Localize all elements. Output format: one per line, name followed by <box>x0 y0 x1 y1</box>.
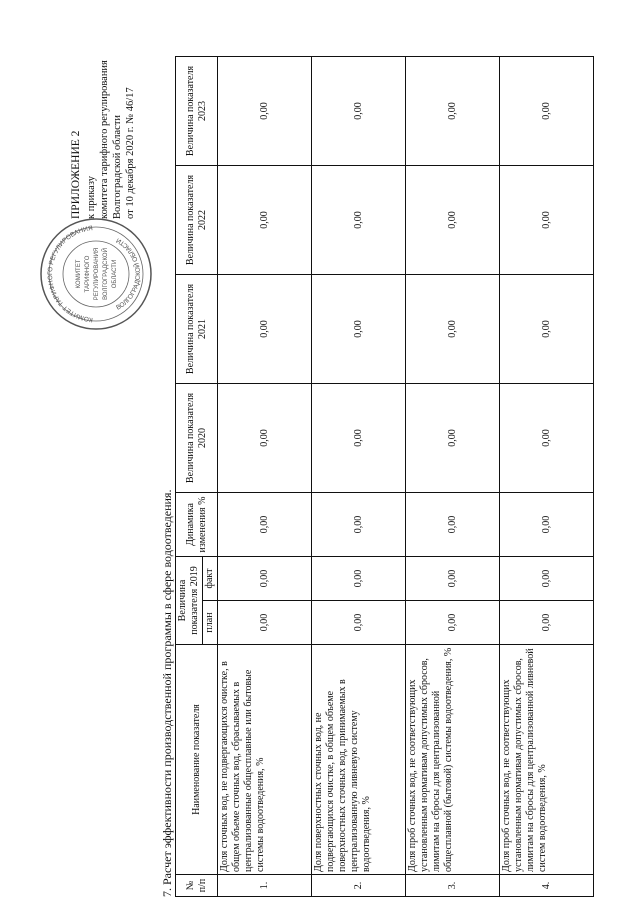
official-seal <box>38 216 154 332</box>
row-value-2021: 0,00 <box>406 275 500 384</box>
row-value-2021: 0,00 <box>218 275 312 384</box>
header-value-2023: Величина показателя 2023 <box>176 57 218 166</box>
svg-text:КОМИТЕТ: КОМИТЕТ <box>76 259 82 289</box>
header-value-2019: Величина показателя 2019 <box>176 557 203 645</box>
header-plan: план <box>203 601 218 645</box>
row-name: Доля проб сточных вод, не соответствующих установленным нормативам допустимых сбросов, лимитам на сбросы для централизованной ливневой систем водоотведения, % <box>500 645 594 875</box>
svg-text:ВОЛГОГРАДСКОЙ ОБЛАСТИ: ВОЛГОГРАДСКОЙ ОБЛАСТИ <box>115 236 143 312</box>
row-dynamics: 0,00 <box>406 493 500 557</box>
row-value-2023: 0,00 <box>500 57 594 166</box>
appendix-line-3: Волгоградской области <box>112 114 123 219</box>
row-plan: 0,00 <box>500 601 594 645</box>
row-plan: 0,00 <box>312 601 406 645</box>
row-value-2020: 0,00 <box>218 384 312 493</box>
row-value-2022: 0,00 <box>218 166 312 275</box>
row-plan: 0,00 <box>406 601 500 645</box>
appendix-line-4: от 10 декабря 2020 г. № 46/17 <box>125 87 136 219</box>
svg-text:КОМИТЕТ ТАРИФНОГО РЕГУЛИРОВАНИ: КОМИТЕТ ТАРИФНОГО РЕГУЛИРОВАНИЯ <box>46 225 94 323</box>
row-num: 1. <box>218 875 312 897</box>
row-value-2023: 0,00 <box>406 57 500 166</box>
row-value-2021: 0,00 <box>500 275 594 384</box>
row-num: 2. <box>312 875 406 897</box>
appendix-title: ПРИЛОЖЕНИЕ 2 <box>70 130 82 219</box>
appendix-line-1: к приказу <box>86 176 97 219</box>
header-value-2021: Величина показателя 2021 <box>176 275 218 384</box>
row-value-2023: 0,00 <box>218 57 312 166</box>
row-value-2021: 0,00 <box>312 275 406 384</box>
appendix-line-2: комитета тарифного регулирования <box>99 60 110 219</box>
row-value-2023: 0,00 <box>312 57 406 166</box>
svg-text:ТАРИФНОГО: ТАРИФНОГО <box>85 255 91 293</box>
table-row <box>500 57 594 897</box>
header-value-2022: Величина показателя 2022 <box>176 166 218 275</box>
table-row <box>406 57 500 897</box>
header-value-2020: Величина показателя 2020 <box>176 384 218 493</box>
row-value-2020: 0,00 <box>312 384 406 493</box>
row-value-2020: 0,00 <box>500 384 594 493</box>
row-value-2022: 0,00 <box>500 166 594 275</box>
row-plan: 0,00 <box>218 601 312 645</box>
row-dynamics: 0,00 <box>312 493 406 557</box>
efficiency-table <box>175 56 594 897</box>
row-value-2020: 0,00 <box>406 384 500 493</box>
row-num: 4. <box>500 875 594 897</box>
row-name: Доля поверхностных сточных вод, не подвергающихся очистке, в общем объеме поверхностных сточных вод, принимаемых в централизованную ливневую систему водоотведения, % <box>312 645 406 875</box>
header-dynamics: Динамика изменения % <box>176 493 218 557</box>
section-title: 7. Расчет эффективности производственной программы в сфере водоотведения. <box>160 489 174 897</box>
row-fact: 0,00 <box>406 557 500 601</box>
header-num: № п/п <box>176 875 218 897</box>
row-name: Доля проб сточных вод, не соответствующих установленным нормативам допустимых сбросов, лимитам на сбросы для централизованной общесплавной (бытовой) системы водоотведения, % <box>406 645 500 875</box>
row-fact: 0,00 <box>500 557 594 601</box>
row-value-2022: 0,00 <box>312 166 406 275</box>
row-fact: 0,00 <box>312 557 406 601</box>
row-value-2022: 0,00 <box>406 166 500 275</box>
row-dynamics: 0,00 <box>218 493 312 557</box>
svg-text:РЕГУЛИРОВАНИЯ: РЕГУЛИРОВАНИЯ <box>94 247 100 301</box>
row-dynamics: 0,00 <box>500 493 594 557</box>
row-fact: 0,00 <box>218 557 312 601</box>
table-row <box>218 57 312 897</box>
table-row <box>312 57 406 897</box>
header-name: Наименование показателя <box>176 645 218 875</box>
appendix-header <box>70 9 137 219</box>
header-fact: факт <box>203 557 218 601</box>
row-name: Доля сточных вод, не подвергающихся очистке, в общем объеме сточных вод, сбрасываемых в централизованные общесплавные или бытовые системы водоотведения, % <box>218 645 312 875</box>
svg-text:ОБЛАСТИ: ОБЛАСТИ <box>112 259 118 289</box>
row-num: 3. <box>406 875 500 897</box>
svg-text:ВОЛГОГРАДСКОЙ: ВОЛГОГРАДСКОЙ <box>103 248 109 300</box>
